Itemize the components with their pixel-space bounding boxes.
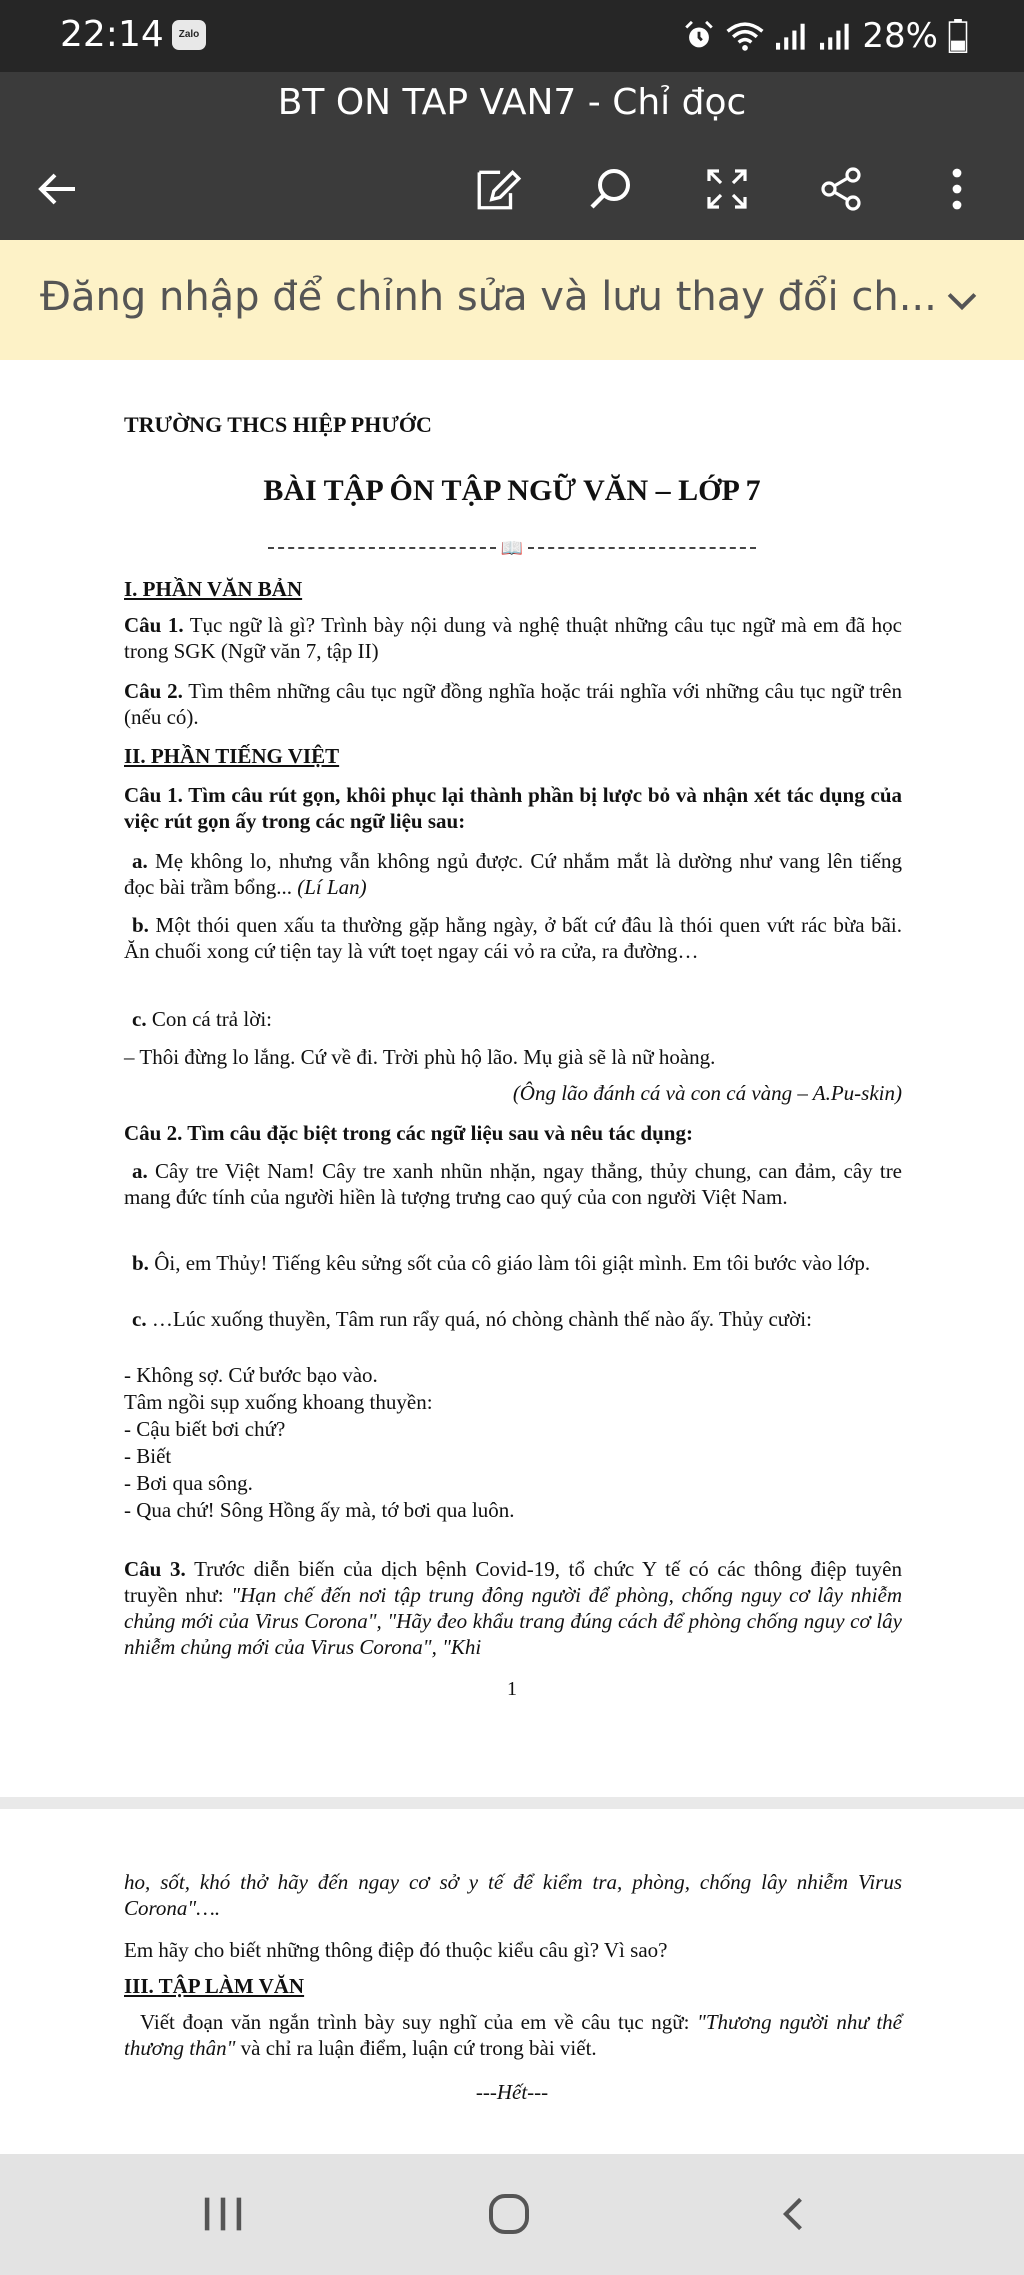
document-title: BT ON TAP VAN7 - Chỉ đọc — [277, 82, 747, 123]
document-heading: BÀI TẬP ÔN TẬP NGỮ VĂN – LỚP 7 — [263, 474, 761, 507]
home-button[interactable] — [474, 2184, 544, 2244]
dialogue-line: - Biết — [124, 1444, 172, 1468]
question-text: Tục ngữ là gì? Trình bày nội dung và nghệ thuật những câu tục ngữ mà em đã học trong SGK (Ngữ văn 7, tập II) — [124, 613, 902, 663]
back-arrow-icon — [33, 165, 81, 213]
chevron-down-icon[interactable] — [940, 278, 984, 322]
section-2-heading: II. PHẦN TIẾNG VIỆT — [124, 744, 340, 768]
book-ornament-icon: 📖 — [500, 538, 524, 558]
fish-quote: – Thôi đừng lo lắng. Cứ về đi. Trời phù hộ lão. Mụ già sẽ là nữ hoàng. — [124, 1045, 716, 1069]
section-2-question-1a — [124, 848, 902, 900]
section-2-question-2a — [124, 1158, 902, 1210]
status-bar — [0, 0, 1024, 72]
section-2-question-1: Câu 1. Tìm câu rút gọn, khôi phục lại thành phần bị lược bỏ và nhận xét tác dụng của việc rút gọn ấy trong các ngữ liệu sau: — [124, 783, 902, 833]
school-name: TRƯỜNG THCS HIỆP PHƯỚC — [124, 412, 432, 437]
signal-icon — [774, 21, 808, 51]
question-text: Trước diễn biến của dịch bệnh Covid-19, tổ chức Y tế có các thông điệp tuyên truyền như: — [124, 1557, 902, 1607]
dialogue-line: Tâm ngồi sụp xuống khoang thuyền: — [124, 1390, 433, 1414]
question-label: Câu 2. — [124, 679, 183, 703]
proverb: "Thương người như thể thương thân" — [124, 2010, 902, 2060]
fullscreen-icon — [703, 165, 751, 213]
home-icon — [485, 2190, 533, 2238]
back-icon — [773, 2192, 817, 2236]
section-1-question-2 — [124, 678, 902, 730]
dialogue-line: - Qua chứ! Sông Hồng ấy mà, tớ bơi qua luôn. — [124, 1498, 515, 1522]
section-2-question-1b — [124, 912, 902, 964]
question-label: Câu 1. — [124, 613, 184, 637]
search-button[interactable] — [575, 154, 645, 224]
section-2-question-1c — [132, 1006, 272, 1032]
end-marker: ---Hết--- — [475, 2080, 549, 2104]
system-back-button[interactable] — [760, 2184, 830, 2244]
search-icon — [586, 165, 634, 213]
signal-icon-2 — [818, 21, 852, 51]
document-page-2 — [0, 1809, 1024, 2154]
item-text: Cây tre Việt Nam! Cây tre xanh nhũn nhặn, ngay thẳng, thủy chung, can đảm, cây tre mang đức tính của người hiền là tượng trưng cao quý của con người Việt Nam. — [124, 1159, 903, 1209]
fullscreen-button[interactable] — [692, 154, 762, 224]
signin-banner-text: Đăng nhập để chỉnh sửa và lưu thay đổi ch... — [40, 274, 937, 320]
recent-apps-button[interactable] — [188, 2184, 258, 2244]
item-label: c. — [132, 1007, 147, 1031]
question-quotes: "Hạn chế đến nơi tập trung đông người để phòng, chống nguy cơ lây nhiễm chủng mới của Virus Corona", "Hãy đeo khẩu trang đúng cách để phòng chống nguy cơ lây nhiễm chủng mới của Virus Corona", "Khi — [124, 1583, 902, 1659]
status-time: 22:14 — [60, 14, 164, 55]
item-text: Một thói quen xấu ta thường gặp hằng ngày, ở bất cứ đâu là thói quen vứt rác bừa bãi. Ăn chuối xong cứ tiện tay là vứt toẹt ngay cái vỏ ra cửa, ra đường… — [124, 913, 903, 963]
fish-quote-source: (Ông lão đánh cá và con cá vàng – A.Pu-skin) — [512, 1081, 902, 1105]
dialogue-line: - Bơi qua sông. — [124, 1471, 253, 1495]
dialogue-line: - Cậu biết bơi chứ? — [124, 1417, 286, 1441]
section-3-prompt — [124, 2009, 902, 2061]
question-label: Câu 3. — [124, 1557, 186, 1581]
section-2-question-3 — [124, 1556, 902, 1660]
section-2-question-2: Câu 2. Tìm câu đặc biệt trong các ngữ liệu sau và nêu tác dụng: — [124, 1121, 693, 1145]
share-icon — [817, 165, 865, 213]
item-source: (Lí Lan) — [297, 875, 367, 899]
prompt-start: Viết đoạn văn ngắn trình bày suy nghĩ của em về câu tục ngữ: — [140, 2010, 698, 2034]
more-vert-icon — [933, 165, 981, 213]
question-3-ask: Em hãy cho biết những thông điệp đó thuộc kiểu câu gì? Vì sao? — [124, 1938, 668, 1962]
zalo-notification-icon: Zalo — [172, 20, 206, 50]
question-text: Tìm thêm những câu tục ngữ đồng nghĩa hoặc trái nghĩa với những câu tục ngữ trên (nếu có). — [124, 679, 902, 729]
item-label: b. — [132, 1251, 149, 1275]
more-options-button[interactable] — [922, 154, 992, 224]
edit-button[interactable] — [463, 154, 533, 224]
question-3-continued: ho, sốt, khó thở hãy đến ngay cơ sở y tế để kiểm tra, phòng, chống lây nhiễm Virus Corona"…. — [124, 1870, 902, 1920]
dialogue-line: - Không sợ. Cứ bước bạo vào. — [124, 1363, 378, 1387]
section-3-heading: III. TẬP LÀM VĂN — [124, 1974, 305, 1998]
edit-icon — [473, 164, 523, 214]
back-button[interactable] — [22, 154, 92, 224]
share-button[interactable] — [806, 154, 876, 224]
item-text: Con cá trả lời: — [151, 1007, 272, 1031]
wifi-icon — [726, 19, 764, 53]
item-text: …Lúc xuống thuyền, Tâm run rẩy quá, nó chòng chành thế nào ấy. Thủy cười: — [151, 1307, 812, 1331]
section-2-question-2b — [124, 1250, 902, 1276]
recent-apps-icon — [201, 2194, 245, 2234]
item-label: c. — [132, 1307, 147, 1331]
battery-level: 28% — [862, 16, 938, 56]
item-text: Ôi, em Thủy! Tiếng kêu sửng sốt của cô giáo làm tôi giật mình. Em tôi bước vào lớp. — [154, 1251, 871, 1275]
section-1-question-1 — [124, 612, 902, 664]
status-indicators — [682, 14, 968, 58]
document-page-1 — [0, 360, 1024, 1797]
item-label: b. — [132, 913, 149, 937]
page-number: 1 — [507, 1678, 517, 1700]
section-2-question-2c — [124, 1306, 902, 1332]
signin-banner[interactable] — [0, 240, 1024, 360]
title-divider — [268, 538, 756, 558]
section-1-heading: I. PHẦN VĂN BẢN — [124, 577, 303, 601]
battery-icon — [948, 19, 968, 53]
navigation-bar — [0, 2154, 1024, 2275]
app-bar — [0, 72, 1024, 240]
item-label: a. — [132, 849, 148, 873]
prompt-end: và chỉ ra luận điểm, luận cứ trong bài viết. — [240, 2036, 597, 2060]
alarm-icon — [682, 19, 716, 53]
item-label: a. — [132, 1159, 148, 1183]
item-text: Mẹ không lo, nhưng vẫn không ngủ được. Cứ nhắm mắt là dường như vang lên tiếng đọc bài trầm bổng... — [124, 849, 902, 899]
